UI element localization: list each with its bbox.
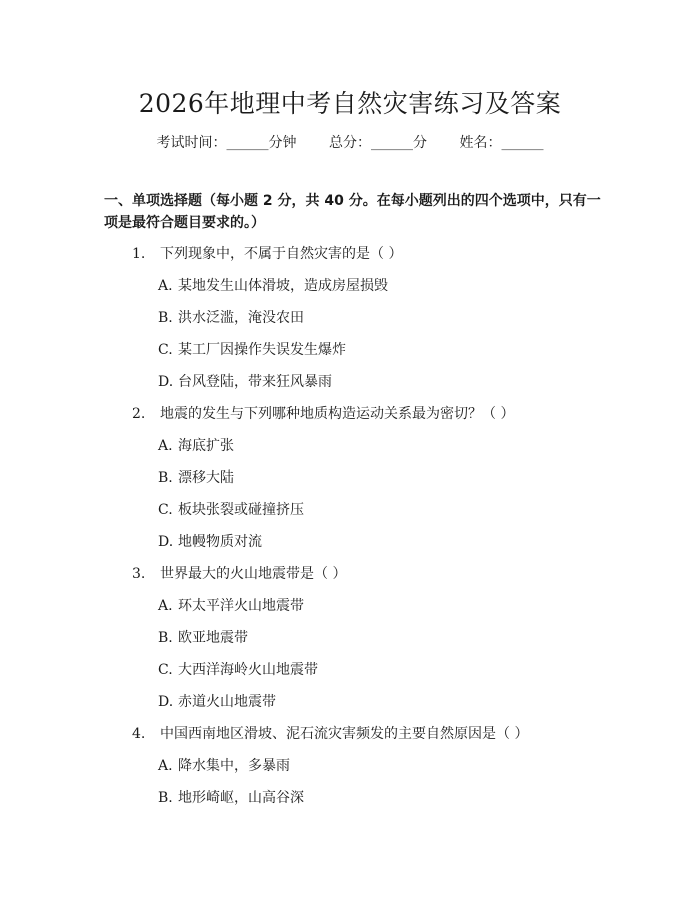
option-letter: B. [158,790,173,806]
option-text: 漂移大陆 [178,470,234,486]
question-2-stem [132,403,514,423]
question-2-option-d [158,531,262,551]
question-4-stem [132,723,528,743]
question-number: 1. [132,246,146,262]
option-text: 地幔物质对流 [178,534,262,550]
question-text: 中国西南地区滑坡、泥石流灾害频发的主要自然原因是（ ） [160,726,529,742]
question-2-option-b [158,467,234,487]
question-1-option-d [158,371,332,391]
option-letter: C. [158,662,173,678]
option-text: 大西洋海岭火山地震带 [178,662,318,678]
question-1-stem [132,243,402,263]
option-letter: D. [158,374,174,390]
option-letter: A. [158,278,173,294]
option-text: 板块张裂或碰撞挤压 [178,502,304,518]
option-letter: B. [158,470,173,486]
question-text: 下列现象中，不属于自然灾害的是（ ） [160,246,403,262]
option-letter: D. [158,534,174,550]
document-title: 2026年地理中考自然灾害练习及答案 [138,89,562,118]
question-1-option-b [158,307,304,327]
total-score-field: 总分：______分 [329,135,427,151]
option-letter: B. [158,310,173,326]
question-3-option-d [158,691,276,711]
question-2-option-c [158,499,304,519]
option-letter: D. [158,694,174,710]
question-2-option-a [158,435,234,455]
name-field: 姓名：______ [459,135,544,151]
option-text: 某工厂因操作失误发生爆炸 [178,342,346,358]
question-number: 3. [132,566,146,582]
question-3-stem [132,563,346,583]
exam-time-field: 考试时间：______分钟 [156,135,297,151]
section-heading: 一、单项选择题（每小题 2 分，共 40 分。在每小题列出的四个选项中，只有一项是最符合题目要求的。） [104,193,601,231]
option-text: 海底扩张 [178,438,234,454]
question-4-option-a [158,755,290,775]
option-text: 环太平洋火山地震带 [178,598,304,614]
question-1-option-c [158,339,346,359]
option-letter: A. [158,758,173,774]
option-text: 赤道火山地震带 [178,694,276,710]
option-text: 欧亚地震带 [178,630,248,646]
question-4-option-b [158,787,304,807]
option-letter: A. [158,438,173,454]
question-number: 4. [132,726,146,742]
question-3-option-c [158,659,318,679]
option-letter: A. [158,598,173,614]
option-letter: B. [158,630,173,646]
question-number: 2. [132,406,146,422]
option-letter: C. [158,342,173,358]
option-text: 洪水泛滥，淹没农田 [178,310,304,326]
option-text: 台风登陆，带来狂风暴雨 [178,374,332,390]
question-text: 世界最大的火山地震带是（ ） [160,566,347,582]
question-1-option-a [158,275,388,295]
option-text: 某地发生山体滑坡，造成房屋损毁 [178,278,388,294]
option-text: 降水集中，多暴雨 [178,758,290,774]
option-letter: C. [158,502,173,518]
question-3-option-a [158,595,304,615]
option-text: 地形崎岖，山高谷深 [178,790,304,806]
question-3-option-b [158,627,248,647]
question-text: 地震的发生与下列哪种地质构造运动关系最为密切？（ ） [160,406,515,422]
